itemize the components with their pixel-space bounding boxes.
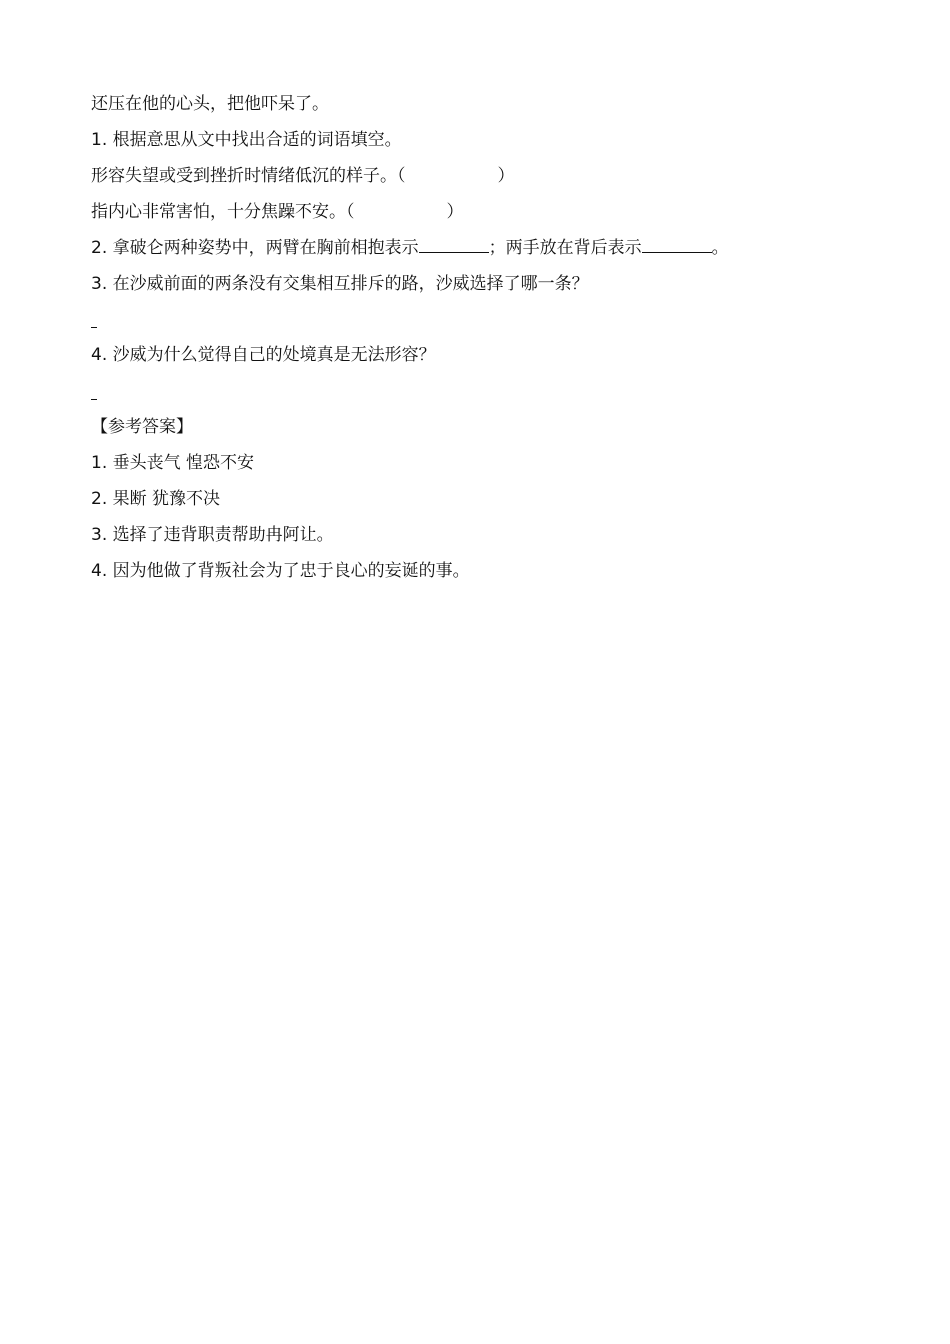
answer-1: 1. 垂头丧气 惶恐不安 <box>91 453 255 473</box>
question-2-part-2: ；两手放在背后表示 <box>488 238 642 258</box>
question-2-part-3: 。 <box>711 238 729 258</box>
question-1-prompt: 1. 根据意思从文中找出合适的词语填空。 <box>91 130 402 150</box>
passage-tail: 还压在他的心头，把他吓呆了。 <box>91 94 329 114</box>
answer-blank-1 <box>419 236 489 253</box>
question-1-item-1-text: 形容失望或受到挫折时情绪低沉的样子。 <box>91 166 397 186</box>
answer-line-marker <box>91 327 97 328</box>
paren-close: ） <box>497 166 515 186</box>
paren-open: （ <box>346 202 355 222</box>
question-2-part-1: 2. 拿破仑两种姿势中，两臂在胸前相抱表示 <box>91 238 419 258</box>
question-4-prompt: 4. 沙威为什么觉得自己的处境真是无法形容？ <box>91 345 436 365</box>
answer-3: 3. 选择了违背职责帮助冉阿让。 <box>91 525 334 545</box>
answer-2: 2. 果断 犹豫不决 <box>91 489 221 509</box>
answer-line-marker <box>91 399 97 400</box>
answer-heading: 【参考答案】 <box>91 417 193 437</box>
answer-blank-2 <box>642 236 712 253</box>
paren-close: ） <box>446 202 464 222</box>
question-1-item-1 <box>91 164 515 188</box>
question-1-item-2-text: 指内心非常害怕，十分焦躁不安。 <box>91 202 346 222</box>
question-2 <box>91 236 729 260</box>
question-1-item-2 <box>91 200 464 224</box>
question-3-prompt: 3. 在沙威前面的两条没有交集相互排斥的路，沙威选择了哪一条？ <box>91 274 589 294</box>
paren-open: （ <box>397 166 406 186</box>
answer-4: 4. 因为他做了背叛社会为了忠于良心的妄诞的事。 <box>91 561 470 581</box>
